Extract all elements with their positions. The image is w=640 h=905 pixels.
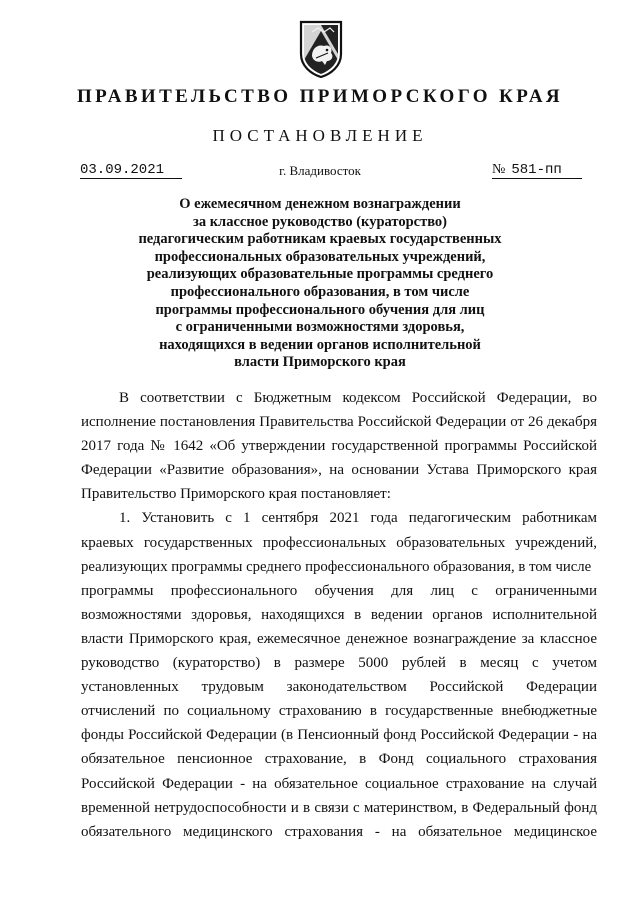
- body-line: руководство (кураторство) в размере 5000 рублей в месяц с учетом: [81, 655, 597, 672]
- document-body: [81, 386, 597, 844]
- body-line: 2017 года № 1642 «Об утверждении государственной программы Российской: [81, 438, 597, 455]
- document-type: ПОСТАНОВЛЕНИЕ: [212, 126, 428, 145]
- body-line: реализующих программы среднего профессионального образования, в том числе: [81, 558, 592, 575]
- body-line: обязательное пенсионное страхование, в Фонд социального страхования: [81, 751, 597, 768]
- heading-line: педагогическим работникам краевых государственных: [138, 231, 502, 248]
- body-line: программы профессионального обучения для лиц с ограниченными: [81, 582, 597, 599]
- body-line: краевых государственных профессиональных образовательных учреждений,: [81, 534, 597, 551]
- document-date: 03.09.2021: [80, 162, 182, 179]
- body-line: Правительство Приморского края постановляет:: [81, 486, 391, 503]
- heading-line: О ежемесячном денежном вознаграждении: [179, 196, 461, 212]
- heading-line: с ограниченными возможностями здоровья,: [175, 319, 465, 336]
- heading-line: профессионального образования, в том числе: [170, 283, 470, 300]
- body-line: исполнение постановления Правительства Российской Федерации от 26 декабря: [81, 414, 597, 431]
- body-line: В соответствии с Бюджетным кодексом Российской Федерации, во: [119, 390, 597, 406]
- heading-line: власти Приморского края: [234, 354, 406, 371]
- body-line: фонды Российской Федерации (в Пенсионный фонд Российской Федерации - на: [81, 727, 597, 744]
- body-line: власти Приморского края, ежемесячное денежное вознаграждение за классное: [81, 630, 597, 647]
- heading-line: за классное руководство (кураторство): [193, 213, 447, 230]
- coat-of-arms-icon: [298, 20, 344, 78]
- government-title: ПРАВИТЕЛЬСТВО ПРИМОРСКОГО КРАЯ: [76, 86, 564, 107]
- body-line: обязательного медицинского страхования - на обязательное медицинское: [81, 823, 597, 840]
- body-line: Российской Федерации - на обязательное социальное страхование на случай: [81, 775, 597, 792]
- document-city: г. Владивосток: [279, 163, 361, 178]
- body-line: установленных трудовым законодательством Российской Федерации: [81, 679, 597, 696]
- body-line: временной нетрудоспособности и в связи с материнством, в Федеральный фонд: [81, 799, 597, 816]
- number-prefix: №: [492, 162, 506, 177]
- heading-line: профессиональных образовательных учреждений,: [154, 248, 486, 265]
- body-line: отчислений по социальному страхованию в государственные внебюджетные: [81, 703, 597, 720]
- document-heading: [100, 196, 540, 372]
- number-value: 581-пп: [511, 162, 562, 178]
- document-number: [492, 162, 582, 179]
- body-line: возможностями здоровья, находящихся в ведении органов исполнительной: [81, 606, 597, 623]
- heading-line: реализующих образовательные программы среднего: [146, 266, 494, 283]
- body-line: Федерации «Развитие образования», на основании Устава Приморского края: [81, 462, 597, 479]
- body-line: 1. Установить с 1 сентября 2021 года педагогическим работникам: [119, 510, 597, 527]
- heading-line: находящихся в ведении органов исполнительной: [159, 336, 481, 353]
- heading-line: программы профессионального обучения для лиц: [155, 301, 485, 318]
